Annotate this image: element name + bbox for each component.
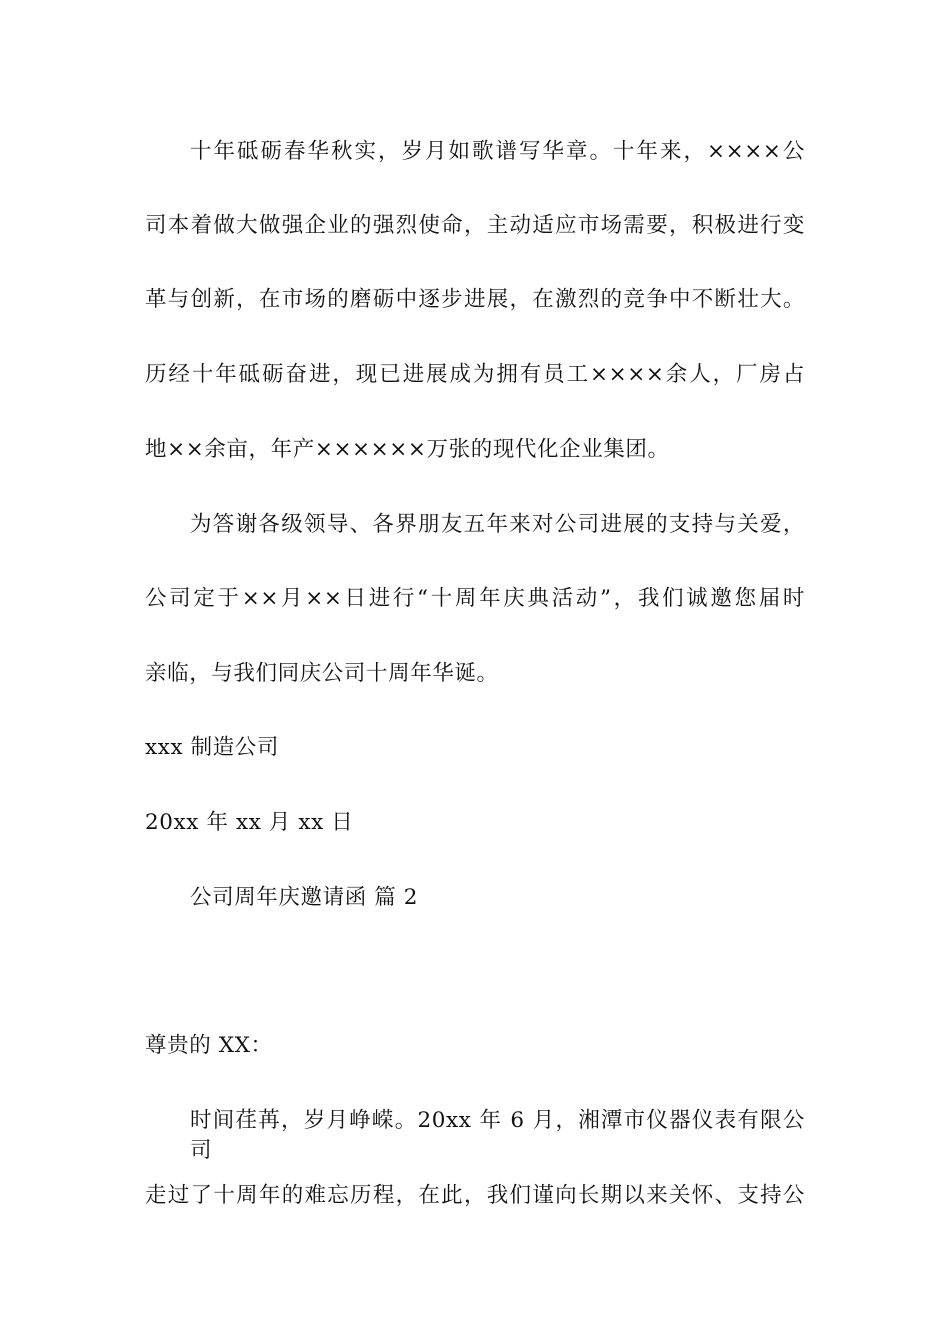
- paragraph-2-line-2: 公司定于××月××日进行“十周年庆典活动”，我们诚邀您届时: [145, 586, 805, 611]
- paragraph-2-line-1: 为答谢各级领导、各界朋友五年来对公司进展的支持与关爱，: [190, 512, 805, 537]
- paragraph-1-line-2: 司本着做大做强企业的强烈使命，主动适应市场需要，积极进行变: [145, 213, 805, 238]
- signature-date: 20xx 年 xx 月 xx 日: [145, 810, 354, 835]
- paragraph-1-line-5: 地××余亩，年产××××××万张的现代化企业集团。: [145, 437, 670, 462]
- paragraph-3-line-1: 时间荏苒，岁月峥嵘。20xx 年 6 月，湘潭市仪器仪表有限公司: [190, 1108, 805, 1163]
- salutation: 尊贵的 XX：: [145, 1033, 273, 1058]
- paragraph-1-line-1: 十年砥砺春华秋实，岁月如歌谱写华章。十年来，××××公: [190, 139, 805, 164]
- paragraph-2-line-3: 亲临，与我们同庆公司十周年华诞。: [145, 661, 499, 686]
- signature-company: xxx 制造公司: [145, 735, 280, 760]
- section-title: 公司周年庆邀请函 篇 2: [190, 885, 419, 910]
- paragraph-1-line-4: 历经十年砥砺奋进，现已进展成为拥有员工××××余人，厂房占: [145, 362, 805, 387]
- paragraph-1-line-3: 革与创新，在市场的磨砺中逐步进展，在激烈的竞争中不断壮大。: [145, 287, 805, 312]
- paragraph-3-line-2: 走过了十周年的难忘历程，在此，我们谨向长期以来关怀、支持公: [145, 1183, 805, 1208]
